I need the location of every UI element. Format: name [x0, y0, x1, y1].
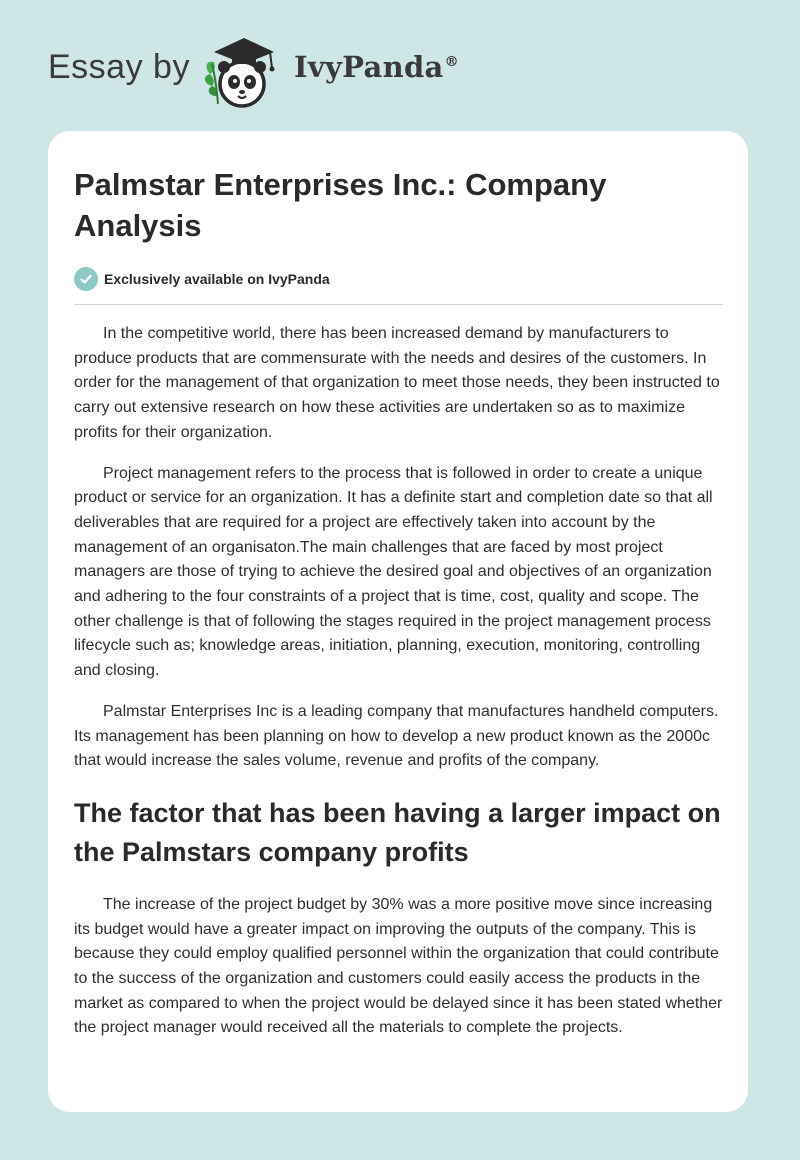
paragraph: The increase of the project budget by 30% was a more positive move since increasing its budget would have a greater impact on improving the outputs of the company. This is because they could employ qualified personnel within the organization that could contribute to the success of the organization and customers could easily access the products in the market as compared to when the project would be delayed since it has been stated whether the project manager would received all the materials to complete the projects.: [74, 895, 723, 1037]
paragraph: In the competitive world, there has been increased demand by manufacturers to produce products that are commensurate with the needs and desires of the customers. In order for the management of that organization to meet those needs, they been instructed to carry out extensive research on how these activities are undertaken so as to maximize profits for their organization.: [74, 325, 720, 441]
article-content: [74, 164, 724, 1041]
divider: [74, 304, 723, 305]
brand-name: [294, 50, 459, 84]
registered-mark: ®: [444, 54, 459, 71]
page-title: Palmstar Enterprises Inc.: Company Analysis: [74, 167, 607, 243]
essay-by-label: Essay by: [48, 48, 190, 86]
exclusive-label: Exclusively available on IvyPanda: [104, 271, 330, 287]
panda-graduate-logo-icon[interactable]: [200, 34, 290, 108]
check-circle-icon: [74, 267, 98, 291]
site-header: [48, 34, 648, 114]
brand-name-text: IvyPanda: [294, 50, 444, 84]
exclusive-badge: [74, 266, 724, 292]
section-heading: The factor that has been having a larger impact on the Palmstars company profits: [74, 797, 721, 867]
article-card: [48, 131, 748, 1112]
paragraph: Palmstar Enterprises Inc is a leading company that manufactures handheld computers. Its management has been planning on how to develop a new product known as the 2000c that would increase the sales volume, revenue and profits of the company.: [74, 702, 719, 770]
paragraph: Project management refers to the process that is followed in order to create a unique product or service for an organization. It has a definite start and completion date so that all deliverables that are required for a project are effectively taken into account by the management of an organisaton.The main challenges that are faced by most project managers are those of trying to achieve the desired goal and objectives of an organization and adhering to the four constraints of a project that is time, cost, quality and scope. The other challenge is that of following the stages required in the project management process lifecycle such as; knowledge areas, initiation, planning, execution, monitoring, controlling and closing.: [74, 464, 713, 680]
